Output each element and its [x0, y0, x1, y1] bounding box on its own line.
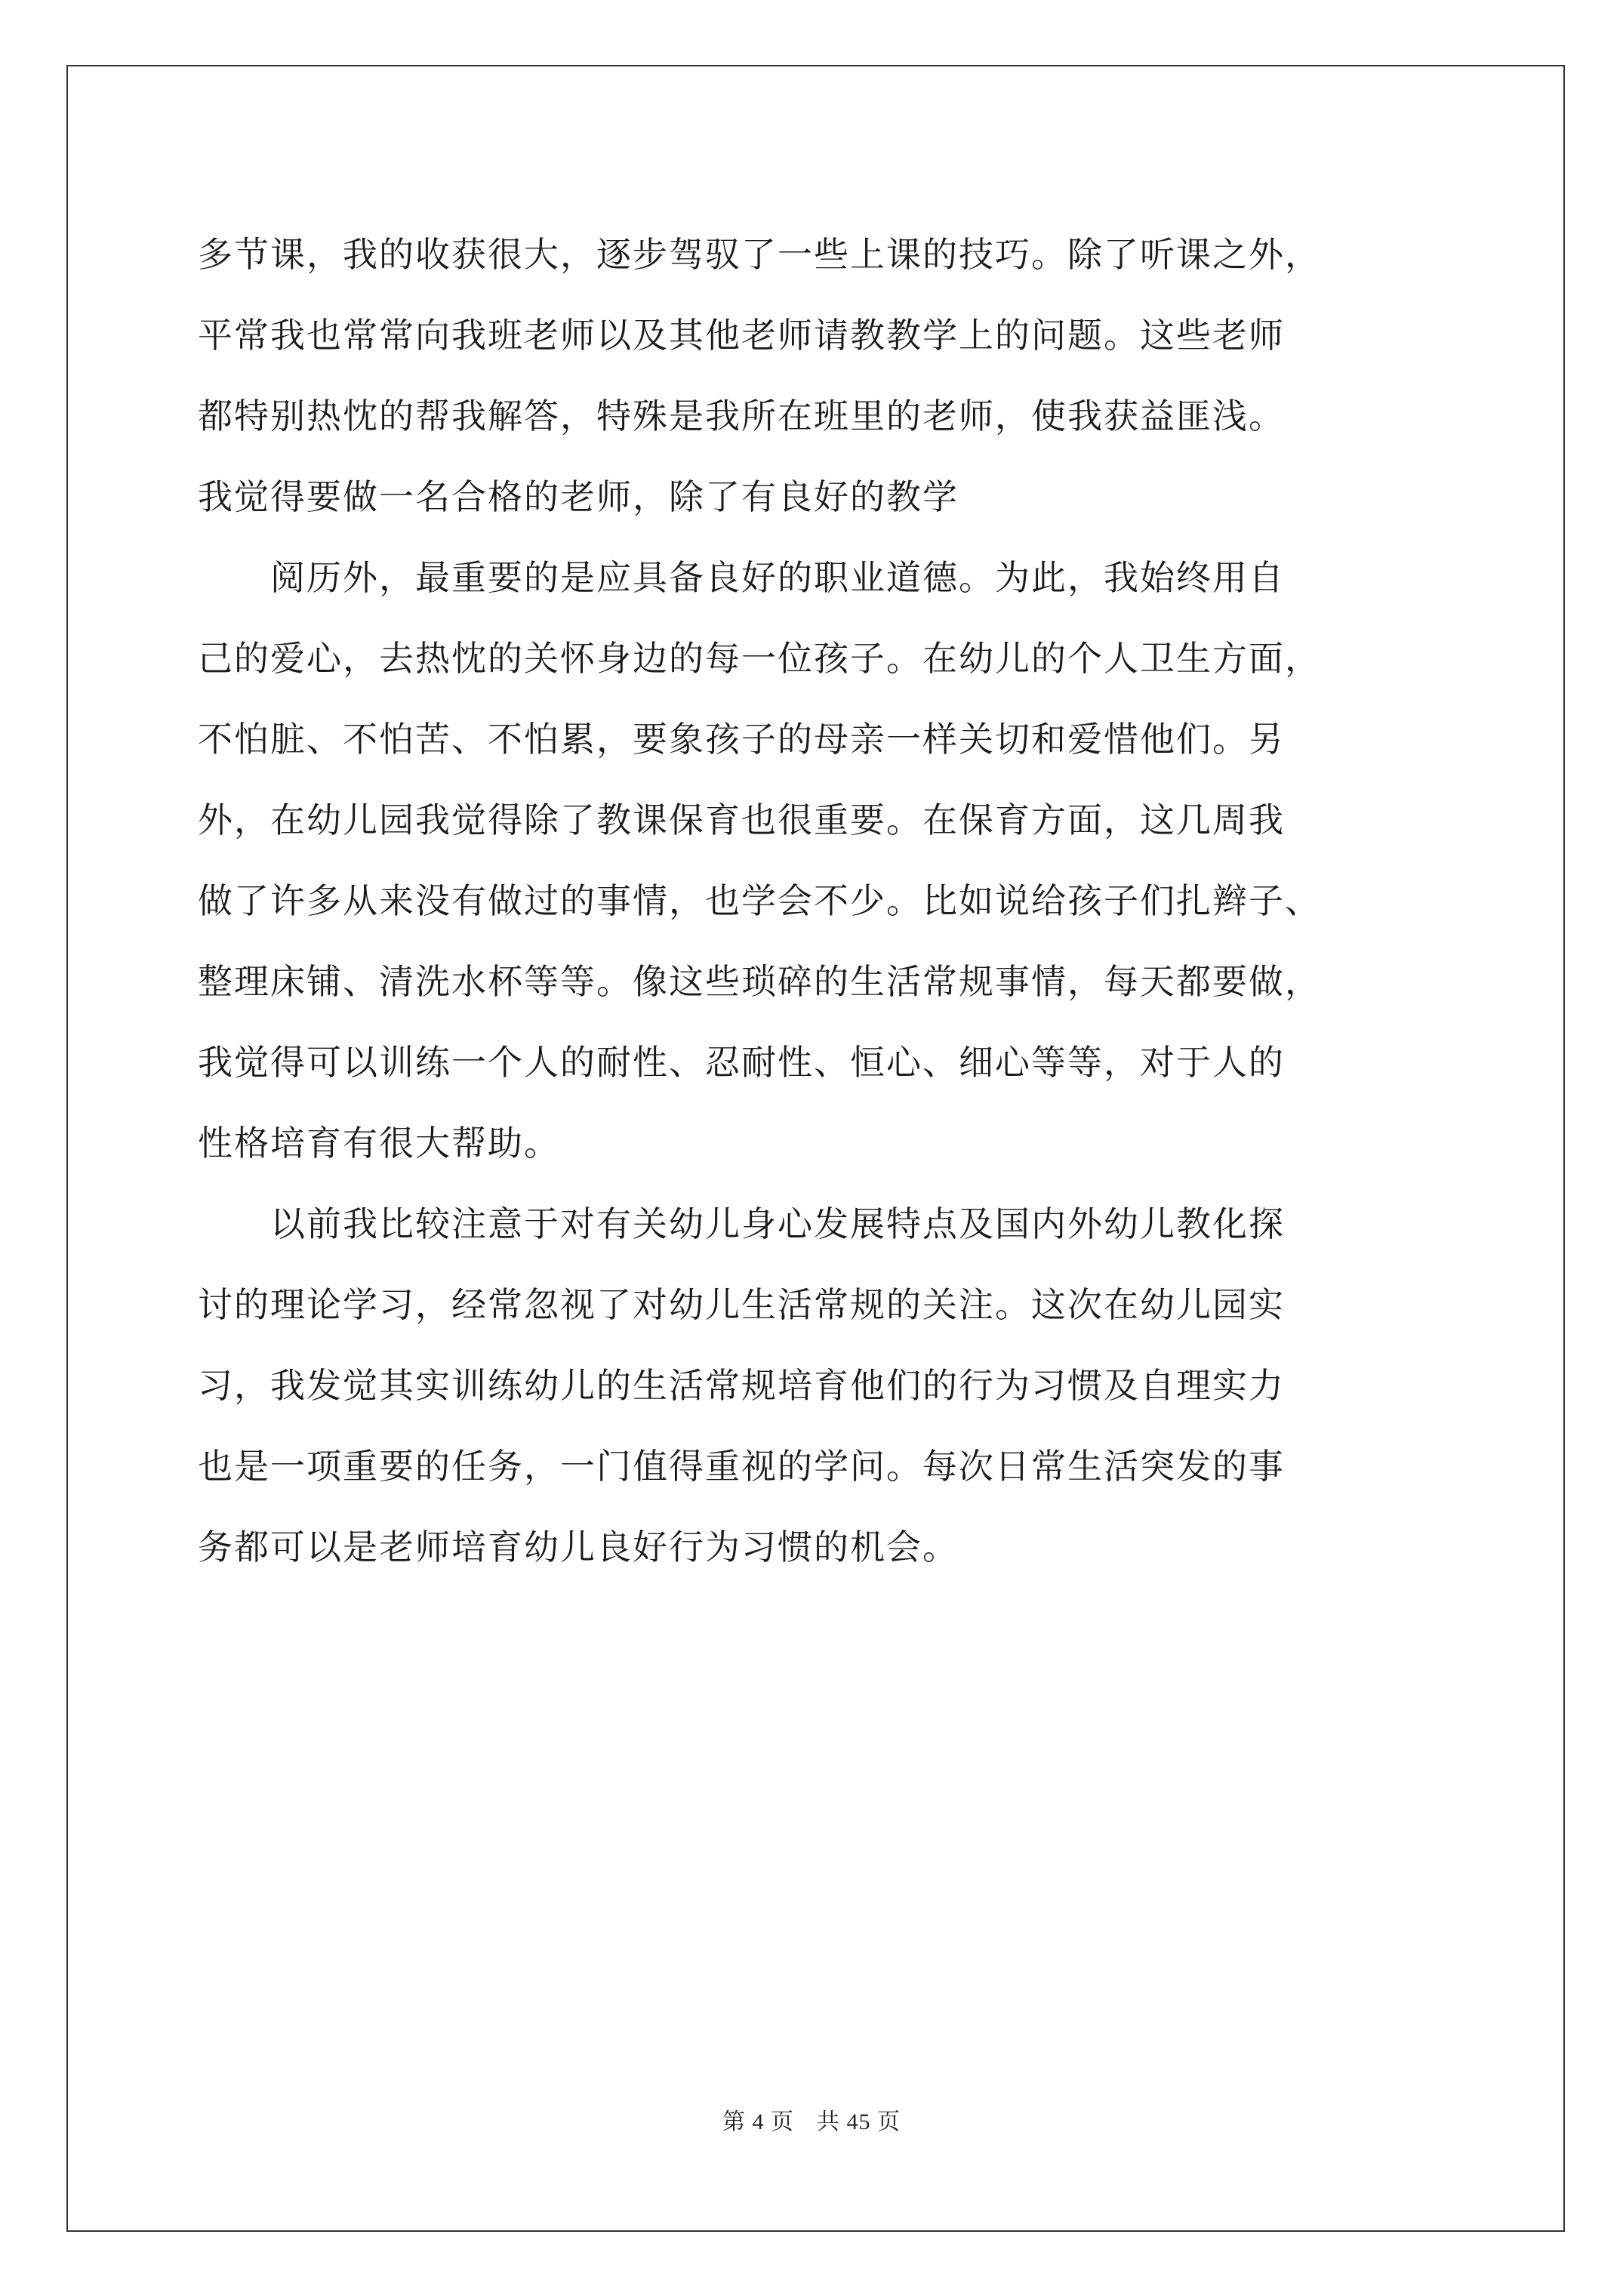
text-line: 以前我比较注意于对有关幼儿身心发展特点及国内外幼儿教化探 — [198, 1203, 1285, 1244]
text-line: 务都可以是老师培育幼儿良好行为习惯的机会。 — [198, 1527, 959, 1567]
text-line: 讨的理论学习，经常忽视了对幼儿生活常规的关注。这次在幼儿园实 — [198, 1284, 1285, 1325]
text-line: 整理床铺、清洗水杯等等。像这些琐碎的生活常规事情，每天都要做， — [198, 961, 1321, 1002]
text-line: 不怕脏、不怕苦、不怕累，要象孩子的母亲一样关切和爱惜他们。另 — [198, 719, 1285, 760]
text-line: 平常我也常常向我班老师以及其他老师请教教学上的问题。这些老师 — [198, 315, 1285, 356]
page-total: 共 45 页 — [817, 2110, 901, 2134]
text-line: 也是一项重要的任务，一门值得重视的学问。每次日常生活突发的事 — [198, 1446, 1285, 1487]
page-number: 第 4 页 — [722, 2110, 794, 2134]
text-line: 我觉得要做一名合格的老师，除了有良好的教学 — [198, 476, 959, 517]
text-line: 都特别热忱的帮我解答，特殊是我所在班里的老师，使我获益匪浅。 — [198, 396, 1285, 436]
page-footer — [0, 2103, 1623, 2136]
text-line: 多节课，我的收获很大，逐步驾驭了一些上课的技巧。除了听课之外， — [198, 234, 1321, 275]
text-line: 己的爱心，去热忱的关怀身边的每一位孩子。在幼儿的个人卫生方面， — [198, 638, 1321, 679]
text-line: 做了许多从来没有做过的事情，也学会不少。比如说给孩子们扎辫子、 — [198, 880, 1321, 921]
text-line: 外，在幼儿园我觉得除了教课保育也很重要。在保育方面，这几周我 — [198, 800, 1285, 840]
text-line: 阅历外，最重要的是应具备良好的职业道德。为此，我始终用自 — [198, 557, 1285, 598]
body-text — [198, 214, 1436, 1588]
text-line: 性格培育有很大帮助。 — [198, 1123, 560, 1163]
text-line: 习，我发觉其实训练幼儿的生活常规培育他们的行为习惯及自理实力 — [198, 1365, 1285, 1406]
text-line: 我觉得可以训练一个人的耐性、忍耐性、恒心、细心等等，对于人的 — [198, 1042, 1285, 1083]
